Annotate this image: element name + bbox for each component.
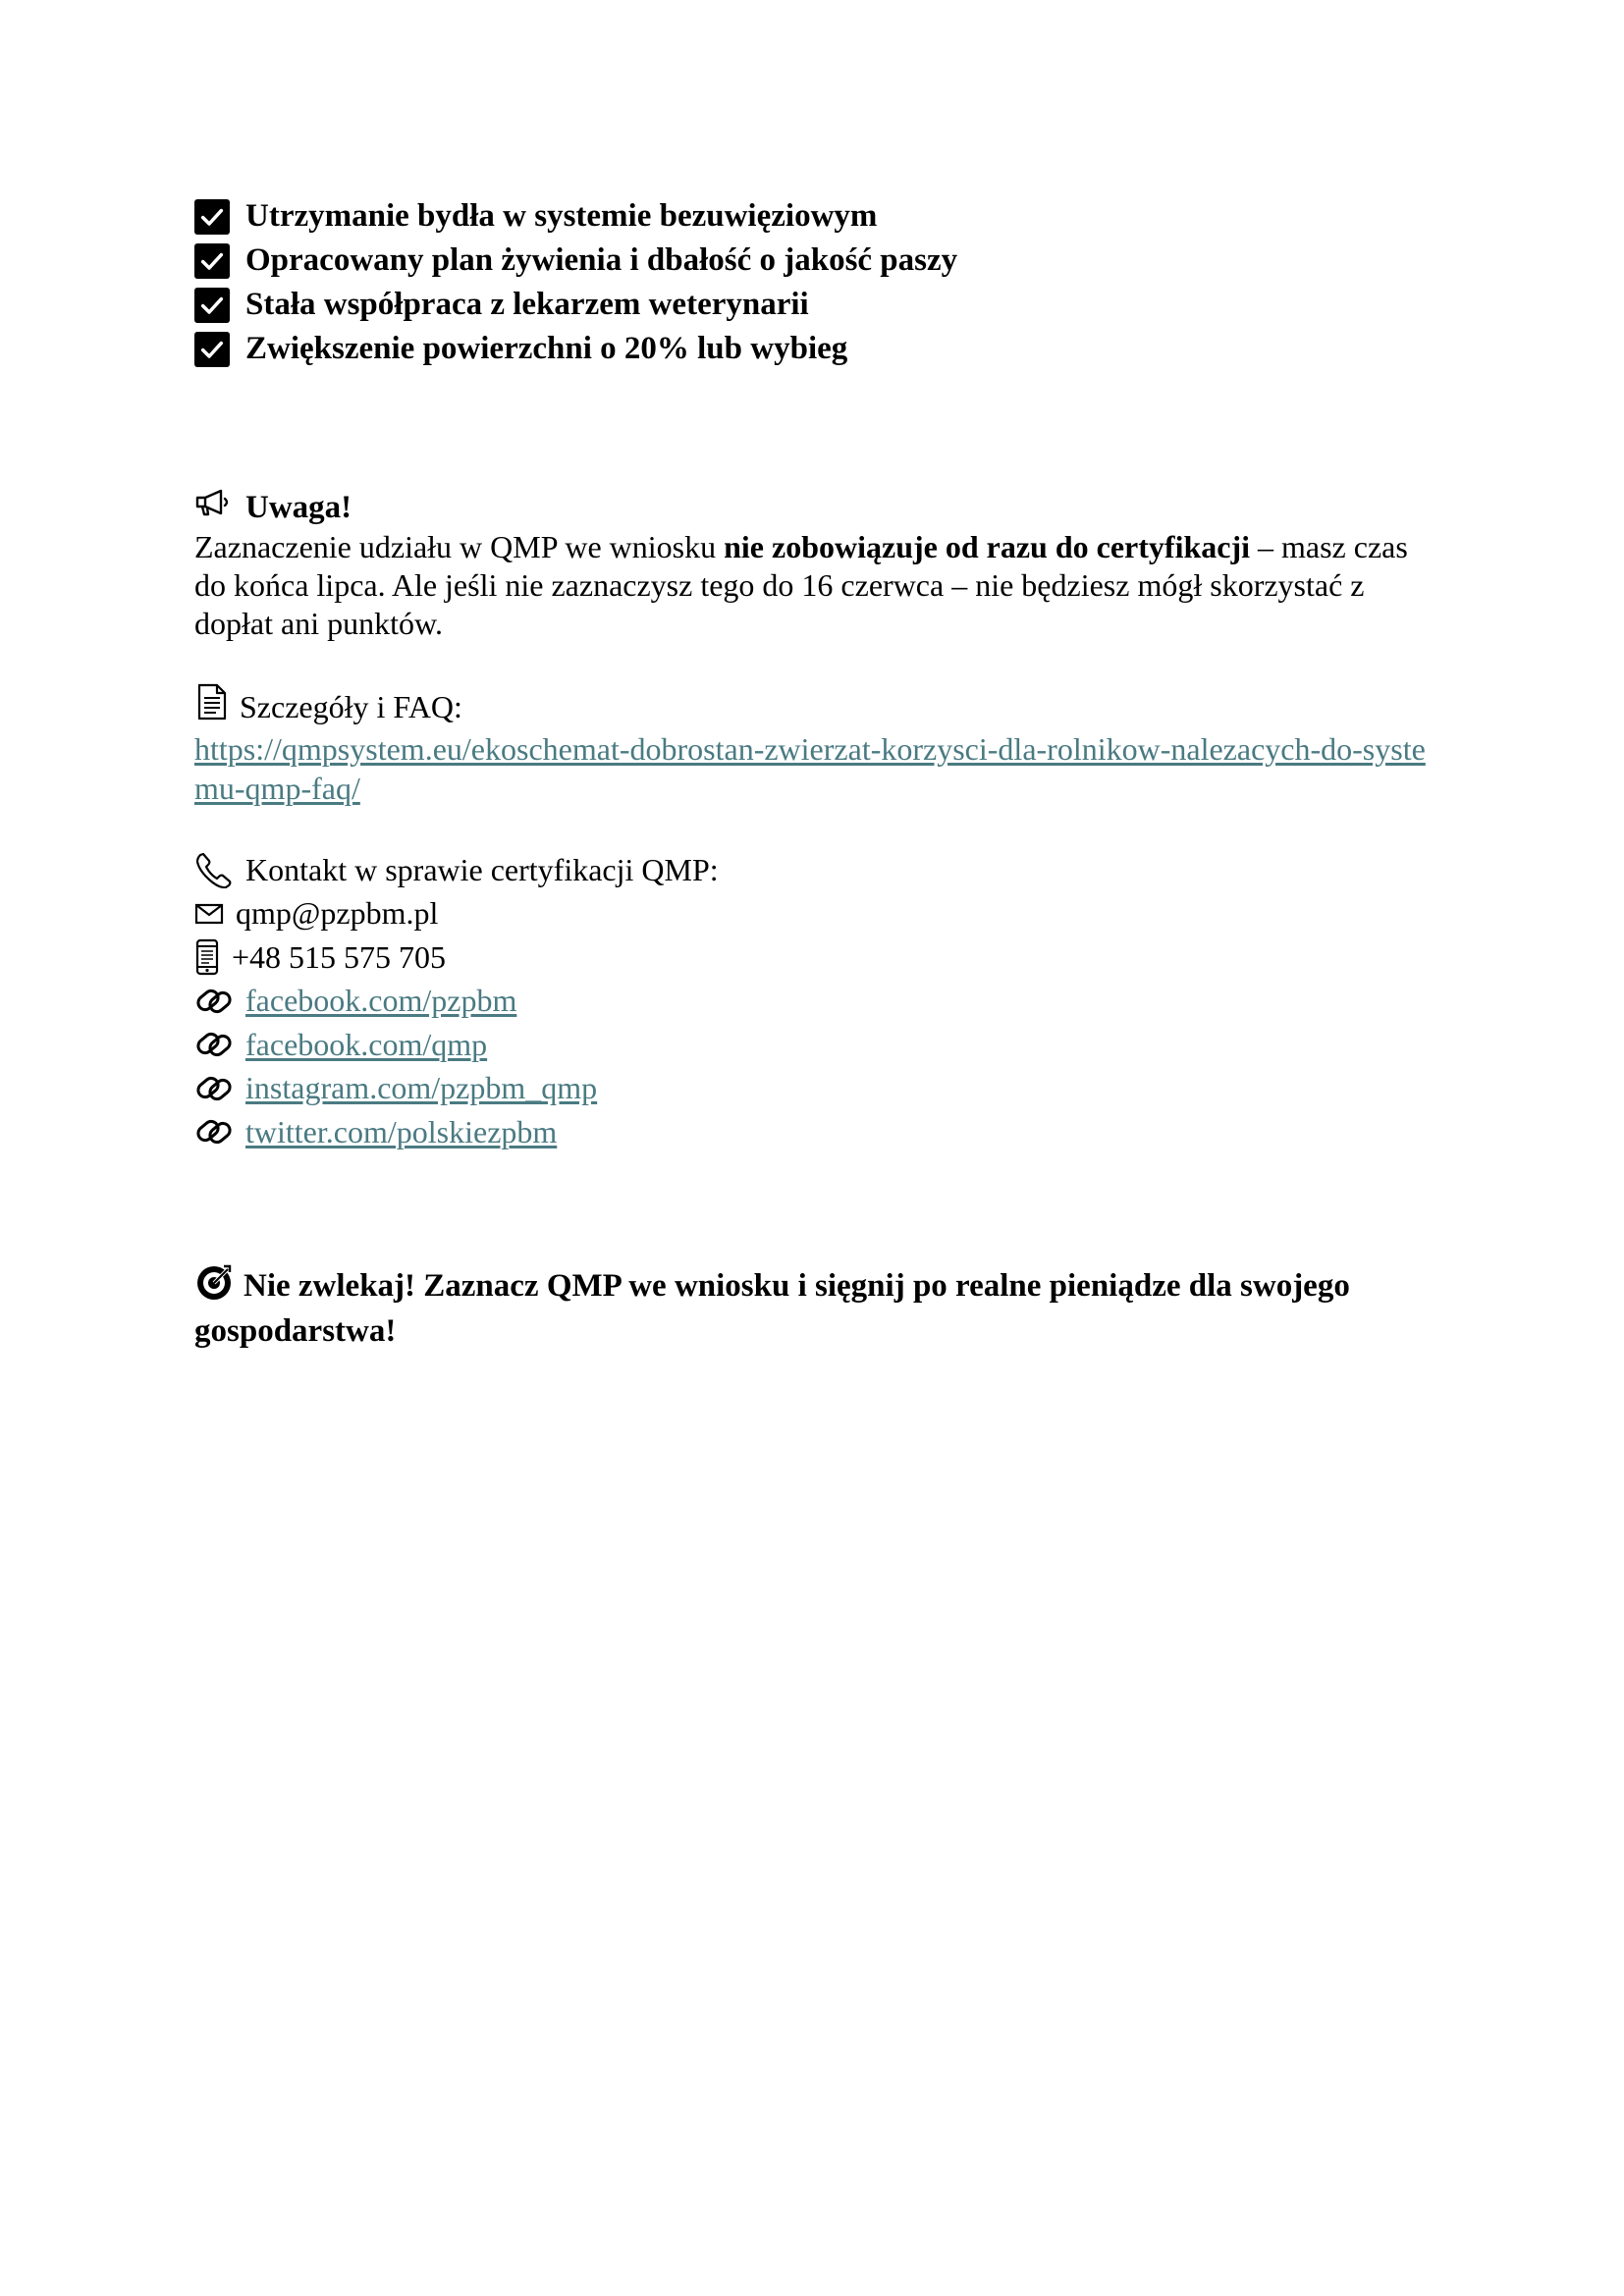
facebook-pzpbm-link[interactable]: facebook.com/pzpbm <box>245 983 517 1019</box>
notice-section <box>194 487 1434 643</box>
twitter-link[interactable]: twitter.com/polskiezpbm <box>245 1113 558 1149</box>
document-icon <box>194 683 240 729</box>
contact-label: Kontakt w sprawie certyfikacji QMP: <box>245 851 719 887</box>
document-page <box>194 194 1434 1383</box>
contact-heading <box>194 848 1434 892</box>
social-link-row <box>194 980 1434 1024</box>
checklist-item-label: Stała współpraca z lekarzem weterynarii <box>245 287 809 322</box>
phone-icon <box>194 851 234 888</box>
contact-phone[interactable]: +48 515 575 705 <box>232 938 447 975</box>
requirements-checklist <box>194 194 1434 371</box>
checklist-item <box>194 239 1434 283</box>
checklist-item-label: Zwiększenie powierzchni o 20% lub wybieg <box>245 331 848 366</box>
link-icon <box>194 982 234 1021</box>
checkbox-checked-icon <box>194 199 230 235</box>
checklist-item <box>194 194 1434 239</box>
notice-text-emphasis: nie zobowiązuje od razu do certyfikacji <box>724 529 1250 564</box>
notice-text <box>194 528 1434 643</box>
faq-section <box>194 683 1434 808</box>
mobile-phone-icon <box>194 938 220 976</box>
checkbox-checked-icon <box>194 288 230 323</box>
contact-phone-row <box>194 935 1434 980</box>
faq-label: Szczegóły i FAQ: <box>240 688 462 724</box>
faq-heading <box>194 683 1434 729</box>
link-icon <box>194 1112 234 1151</box>
checklist-item-label: Utrzymanie bydła w systemie bezuwięziowym <box>245 198 878 234</box>
contact-email-row <box>194 892 1434 936</box>
checklist-item <box>194 327 1434 371</box>
envelope-icon <box>194 902 224 926</box>
checklist-item-label: Opracowany plan żywienia i dbałość o jakość paszy <box>245 242 958 278</box>
instagram-link[interactable]: instagram.com/pzpbm_qmp <box>245 1070 598 1106</box>
call-to-action <box>194 1262 1434 1351</box>
contact-email[interactable]: qmp@pzpbm.pl <box>236 895 439 932</box>
notice-text-start: Zaznaczenie udziału w QMP we wniosku <box>194 529 725 564</box>
target-icon <box>194 1262 234 1311</box>
checklist-item <box>194 283 1434 327</box>
checkbox-checked-icon <box>194 332 230 367</box>
contact-section <box>194 848 1434 1154</box>
megaphone-icon <box>194 487 245 528</box>
notice-text-end: – masz czas do końca lipca. Ale jeśli nie zaznaczysz tego do 16 czerwca – nie będziesz mógł skorzystać z dopłat ani punktów. <box>194 529 1408 641</box>
notice-title: Uwaga! <box>245 490 352 525</box>
social-link-row <box>194 1067 1434 1111</box>
cta-text: Nie zwlekaj! Zaznacz QMP we wniosku i sięgnij po realne pieniądze dla swojego gospodarstwa! <box>194 1267 1350 1349</box>
link-icon <box>194 1025 234 1064</box>
link-icon <box>194 1069 234 1108</box>
social-link-row <box>194 1023 1434 1067</box>
facebook-qmp-link[interactable]: facebook.com/qmp <box>245 1026 488 1062</box>
checkbox-checked-icon <box>194 243 230 279</box>
notice-heading <box>194 487 1434 528</box>
faq-link[interactable]: https://qmpsystem.eu/ekoschemat-dobrostan-zwierzat-korzysci-dla-rolnikow-nalezacych-do-systemu-qmp-faq/ <box>194 731 1426 806</box>
social-link-row <box>194 1110 1434 1154</box>
